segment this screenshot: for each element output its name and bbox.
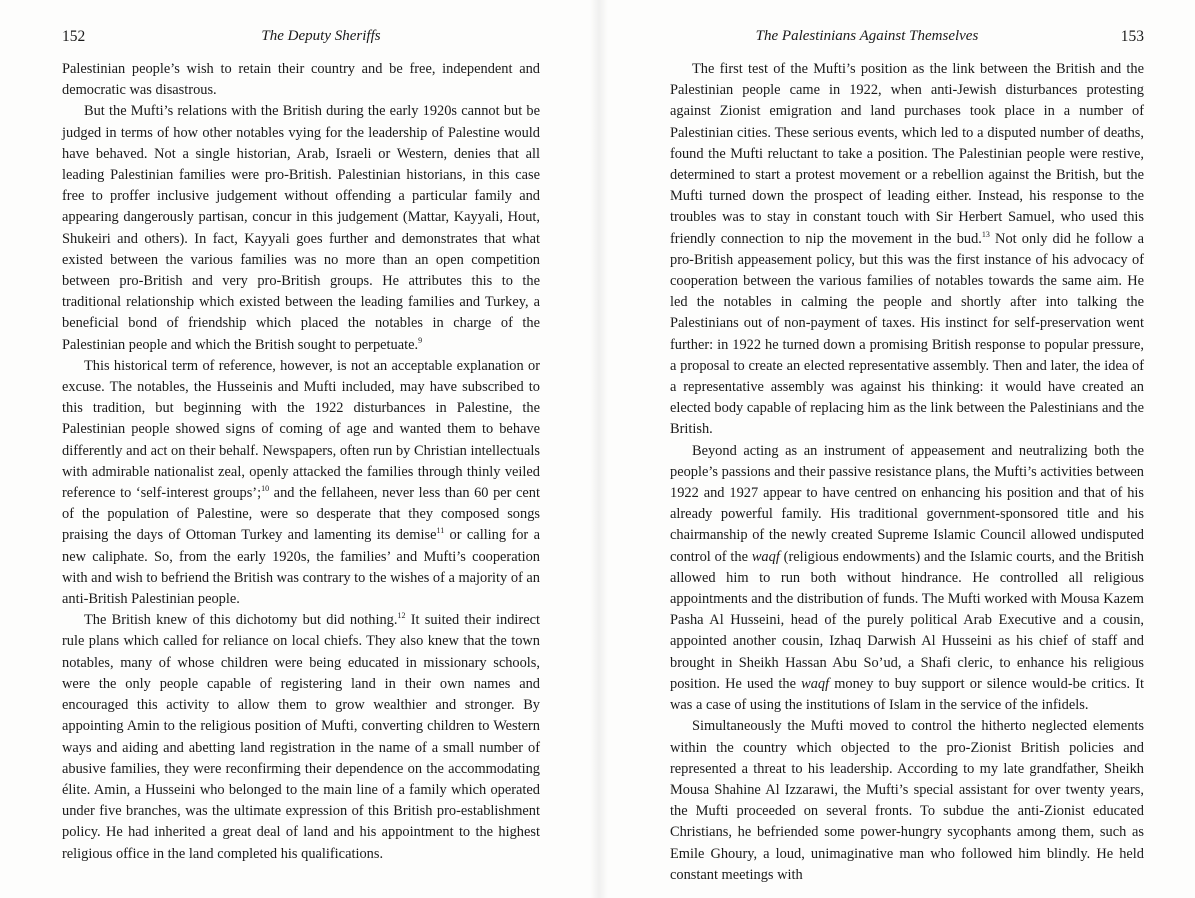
- footnote-reference: 12: [397, 611, 406, 621]
- right-page-number: 153: [1120, 28, 1144, 45]
- text-run: or calling for a new caliphate. So, from the early 1920s, the families’ and Mufti’s cooperation with and wish to befriend the British was contrary to the wishes of a majority of an anti-British Palestinian people.: [62, 527, 540, 608]
- italic-term: waqf: [751, 548, 780, 565]
- footnote-reference: 11: [436, 526, 445, 536]
- paragraph: [670, 441, 1144, 717]
- text-run: (religious endowments) and the Islamic courts, and the British allowed him to run both without hindrance. He controlled all religious appointments and the distribution of funds. The Mufti worked with Mousa Kazem Pasha Al Husseini, head of the purely political Arab Executive and a cousin, appointed another cousin, Izhaq Darwish Al Husseini as his chief of staff and brought in Sheikh Hassan Abu So’ud, a Shafi cleric, to enhance his religious position. He used the: [670, 548, 1144, 692]
- text-run: and the fellaheen, never less than 60 per cent of the population of Palestine, were so desperate that they composed songs praising the days of Ottoman Turkey and lamenting its demise: [62, 485, 540, 544]
- paragraph: [670, 59, 1144, 441]
- text-run: Not only did he follow a pro-British appeasement policy, but this was the first instance of his advocacy of cooperation between the various families of notables towards the same aim. He led the notables in calming the people and shortly after into talking the Palestinians out of non-payment of taxes. His instinct for self-preservation went further: in 1922 he turned down a promising British response to popular pressure, a proposal to create an elected representative assembly. Then and later, the idea of a representative assembly was against his thinking: it would have created an elected body capable of replacing him as the link between the Palestinians and the British.: [670, 230, 1144, 438]
- text-run: It suited their indirect rule plans which called for reliance on local chiefs. They also knew that the town notables, many of whose children were being educated in missionary schools, were the only people capable of registering land in their own names and encouraged this activity to allow them to grow wealthier and stronger. By appointing Amin to the religious position of Mufti, converting children to Western ways and aiding and abetting land registration in the name of a small number of abusive families, they were reconfirming their dependence on the accommodating élite. Amin, a Husseini who belonged to the main line of a family which operated under five branches, was the ultimate expression of this British pro-establishment policy. He had inherited a great deal of land and his appointment to the highest religious office in the land completed his qualifications.: [62, 612, 540, 862]
- text-run: Simultaneously the Mufti moved to control the hitherto neglected elements within the country which objected to the pro-Zionist British policies and represented a threat to his leadership. According to my late grandfather, Sheikh Mousa Shahine Al Izzarawi, the Mufti’s special assistant for over twenty years, the Mufti proceeded on several fronts. To subdue the anti-Zionist educated Christians, he befriended some power-hungry sycophants among them, such as Emile Ghoury, a loud, unimaginative man who followed him blindly. He held constant meetings with: [670, 718, 1144, 883]
- left-running-title: The Deputy Sheriffs: [261, 28, 381, 44]
- left-running-head: [62, 26, 540, 48]
- right-page: [670, 26, 1144, 886]
- footnote-reference: 9: [418, 335, 423, 345]
- left-body-text: [62, 59, 540, 865]
- right-running-title: The Palestinians Against Themselves: [755, 28, 979, 44]
- text-run: This historical term of reference, however, is not an acceptable explanation or excuse. The notables, the Husseinis and Mufti included, may have subscribed to this tradition, but beginning with the 1922 disturbances in Palestine, the Palestinian people showed signs of coming of age and wanted them to behave differently and act on their behalf. Newspapers, often run by Christian intellectuals with admirable nationalist zeal, openly attacked the families through thinly veiled reference to ‘self-interest groups’;: [62, 357, 540, 502]
- paragraph: [62, 101, 540, 355]
- paragraph: [62, 356, 540, 610]
- right-running-head: [670, 26, 1144, 48]
- text-run: The British knew of this dichotomy but did nothing.: [84, 612, 398, 629]
- footnote-reference: 13: [981, 229, 990, 239]
- paragraph: [62, 610, 540, 864]
- right-body-text: [670, 59, 1144, 886]
- text-run: Palestinian people’s wish to retain their country and be free, independent and democratic was disastrous.: [62, 61, 540, 99]
- text-run: Beyond acting as an instrument of appeasement and neutralizing both the people’s passions and their passive resistance plans, the Mufti’s activities between 1922 and 1927 appear to have centred on enhancing his position and that of his already powerful family. His traditional government-sponsored title and his chairmanship of the newly created Supreme Islamic Council allowed undisputed control of the: [670, 442, 1144, 565]
- text-run: money to buy support or silence would-be critics. It was a case of using the institutions of Islam in the service of the infidels.: [670, 675, 1144, 714]
- text-run: The first test of the Mufti’s position as the link between the British and the Palestinian people came in 1922, when anti-Jewish disturbances protesting against Zionist emigration and land purchases took place in a number of Palestinian cities. These serious events, which led to a disputed number of deaths, found the Mufti reluctant to take a position. The Palestinian people were restive, determined to start a protest movement or a rebellion against the British, but the Mufti turned down the prospect of leading either. Instead, his response to the troubles was to stay in constant touch with Sir Herbert Samuel, who used this friendly connection to nip the movement in the bud.: [670, 61, 1144, 247]
- paragraph: [62, 59, 540, 101]
- text-run: But the Mufti’s relations with the British during the early 1920s cannot but be judged in terms of how other notables vying for the leadership of Palestine would have behaved. Not a single historian, Arab, Israeli or Western, denies that all leading Palestinian families were pro-British. Palestinian historians, in this case free to proffer inclusive judgement without offending a particular family and appearing dangerously partisan, concur in this judgement (Mattar, Kayyali, Hout, Shukeiri and others). In fact, Kayyali goes further and demonstrates that what existed between the various families was no more than an open competition between pro-British and very pro-British groups. He attributes this to the traditional relationship which existed between the leading families and Turkey, a beneficial bond of friendship which placed the notables in charge of the Palestinian people and which the British sought to perpetuate.: [62, 103, 540, 353]
- footnote-reference: 10: [261, 484, 270, 494]
- page-gutter: [590, 0, 608, 898]
- left-page: [62, 26, 540, 865]
- left-page-number: 152: [62, 28, 86, 45]
- italic-term: waqf: [801, 675, 830, 692]
- paragraph: [670, 716, 1144, 886]
